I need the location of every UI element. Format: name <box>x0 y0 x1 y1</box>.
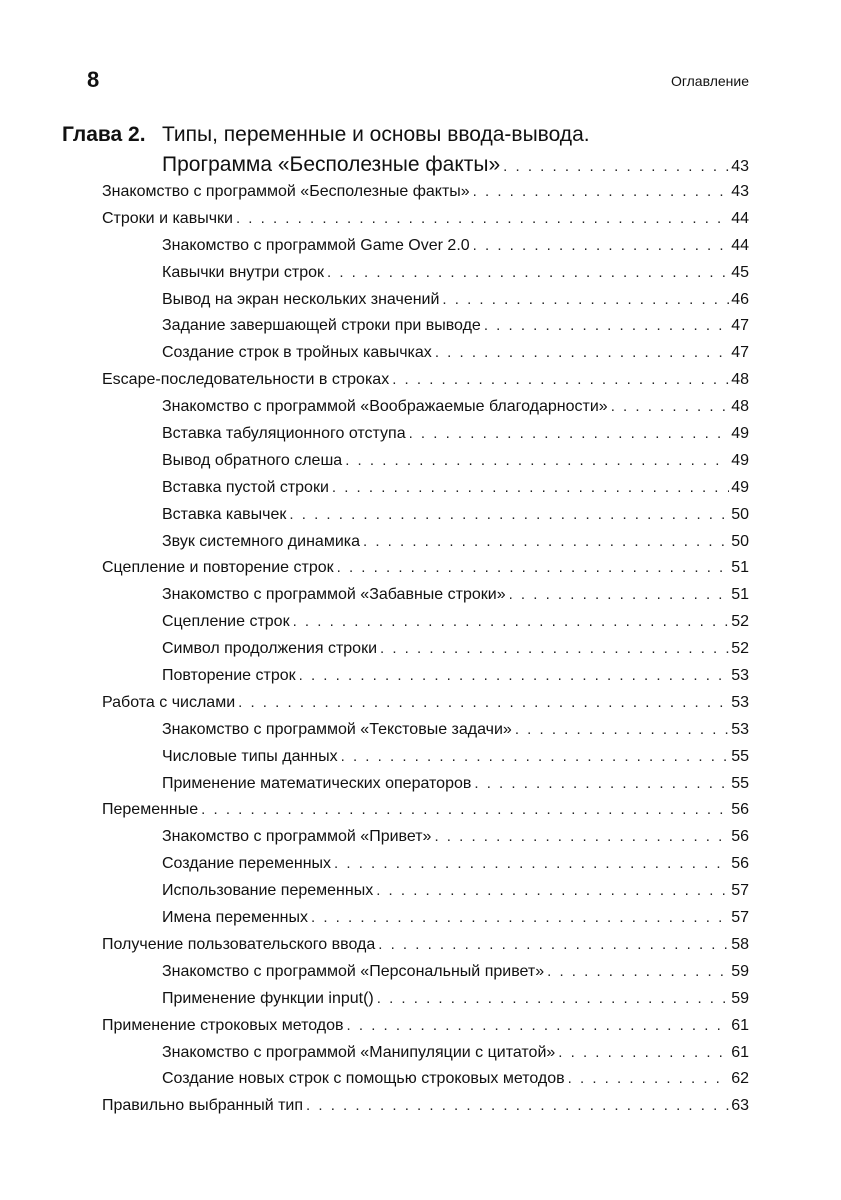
toc-entry-page: 61 <box>731 1016 749 1034</box>
toc-entry[interactable] <box>162 771 749 798</box>
toc-entry-title: Звук системного динамика <box>162 532 360 550</box>
toc-entry[interactable] <box>102 797 749 824</box>
toc-entry[interactable] <box>162 394 749 421</box>
dot-leader <box>377 636 729 663</box>
dot-leader <box>432 340 729 367</box>
toc-entry[interactable] <box>162 1066 749 1093</box>
toc-entry-page: 45 <box>731 263 749 281</box>
toc-entry-page: 55 <box>731 774 749 792</box>
toc-entry-title: Знакомство с программой «Привет» <box>162 828 432 846</box>
toc-entry-title: Знакомство с программой «Текстовые задачи» <box>162 720 512 738</box>
toc-entry-page: 50 <box>731 532 749 550</box>
chapter-title-line1: Типы, переменные и основы ввода-вывода. <box>162 123 590 146</box>
toc-entry-page: 56 <box>731 828 749 846</box>
dot-leader <box>406 421 729 448</box>
toc-entry-page: 62 <box>731 1070 749 1088</box>
toc-entry-title: Числовые типы данных <box>162 747 338 765</box>
toc-entry[interactable] <box>162 609 749 636</box>
dot-leader <box>303 1093 729 1120</box>
dot-leader <box>290 609 729 636</box>
toc-entry-title: Знакомство с программой «Бесполезные факты» <box>102 183 470 200</box>
dot-leader <box>608 394 729 421</box>
toc-entry[interactable] <box>162 340 749 367</box>
toc-entry[interactable] <box>162 744 749 771</box>
chapter-title-line2: Программа «Бесполезные факты» <box>162 153 501 176</box>
toc-entry-page: 53 <box>731 720 749 738</box>
dot-leader <box>324 260 729 287</box>
toc-entry-page: 49 <box>731 451 749 469</box>
toc-entry-page: 63 <box>731 1097 749 1115</box>
chapter-page: 43 <box>731 158 749 175</box>
toc-entry-title: Знакомство с программой «Персональный привет» <box>162 962 545 980</box>
toc-entry-title: Знакомство с программой «Манипуляции с цитатой» <box>162 1043 556 1061</box>
toc-entry[interactable] <box>162 475 749 502</box>
toc-entry-title: Переменные <box>102 801 199 819</box>
toc-entry-page: 49 <box>731 478 749 496</box>
toc-entry-title: Использование переменных <box>162 882 374 900</box>
toc-entry-page: 57 <box>731 909 749 927</box>
dot-leader <box>431 824 729 851</box>
dot-leader <box>481 313 729 340</box>
toc-entry-title: Имена переменных <box>162 909 309 927</box>
dot-leader <box>344 1013 729 1040</box>
toc-entry-page: 47 <box>731 344 749 362</box>
dot-leader <box>198 797 729 824</box>
dot-leader <box>338 744 729 771</box>
dot-leader <box>500 152 729 181</box>
dot-leader <box>389 367 729 394</box>
dot-leader <box>512 717 729 744</box>
dot-leader <box>471 771 729 798</box>
dot-leader <box>233 206 729 233</box>
toc-entry-page: 53 <box>731 667 749 685</box>
toc-entry[interactable] <box>162 313 749 340</box>
toc-entry-page: 57 <box>731 882 749 900</box>
toc-entry[interactable] <box>162 421 749 448</box>
toc-entry[interactable] <box>162 878 749 905</box>
toc-entry-page: 44 <box>731 236 749 254</box>
toc-entry[interactable] <box>102 555 749 582</box>
toc-entry[interactable] <box>162 851 749 878</box>
toc-entry-page: 43 <box>731 183 749 200</box>
toc-list <box>0 179 841 1120</box>
toc-entry-page: 51 <box>731 559 749 577</box>
toc-entry-page: 51 <box>731 586 749 604</box>
toc-entry[interactable] <box>162 448 749 475</box>
toc-entry-page: 50 <box>731 505 749 523</box>
toc-entry[interactable] <box>162 529 749 556</box>
toc-entry[interactable] <box>162 582 749 609</box>
toc-entry-page: 46 <box>731 290 749 308</box>
chapter-heading <box>62 120 749 179</box>
toc-entry-title: Символ продолжения строки <box>162 640 378 658</box>
toc-entry-title: Знакомство с программой Game Over 2.0 <box>162 236 470 254</box>
dot-leader <box>235 690 729 717</box>
toc-entry[interactable] <box>102 367 749 394</box>
toc-entry[interactable] <box>162 233 749 260</box>
toc-entry[interactable] <box>162 260 749 287</box>
toc-entry-page: 47 <box>731 317 749 335</box>
toc-entry[interactable] <box>162 287 749 314</box>
dot-leader <box>296 663 729 690</box>
toc-entry-title: Строки и кавычки <box>102 209 233 227</box>
dot-leader <box>506 582 729 609</box>
toc-entry-title: Знакомство с программой «Воображаемые благодарности» <box>162 398 608 416</box>
toc-entry[interactable] <box>162 824 749 851</box>
toc-entry-page: 49 <box>731 425 749 443</box>
dot-leader <box>375 932 729 959</box>
toc-entry-title: Создание новых строк с помощью строковых методов <box>162 1070 565 1088</box>
toc-entry-title: Создание строк в тройных кавычках <box>162 344 432 362</box>
toc-entry-title: Создание переменных <box>162 855 332 873</box>
toc-entry-title: Вставка табуляционного отступа <box>162 425 406 443</box>
toc-entry-title: Вставка кавычек <box>162 505 287 523</box>
dot-leader <box>555 1040 729 1067</box>
toc-entry-title: Повторение строк <box>162 667 296 685</box>
chapter-label: Глава 2. <box>62 123 146 146</box>
toc-entry[interactable] <box>162 1040 749 1067</box>
toc-entry-page: 52 <box>731 640 749 658</box>
toc-entry-title: Вставка пустой строки <box>162 478 329 496</box>
toc-entry-page: 53 <box>731 693 749 711</box>
toc-entry[interactable] <box>102 690 749 717</box>
toc-entry[interactable] <box>102 1013 749 1040</box>
dot-leader <box>470 179 729 206</box>
toc-entry[interactable] <box>162 986 749 1013</box>
dot-leader <box>439 287 729 314</box>
dot-leader <box>374 986 729 1013</box>
toc-entry-page: 58 <box>731 935 749 953</box>
toc-entry-title: Вывод на экран нескольких значений <box>162 290 440 308</box>
toc-entry-page: 59 <box>731 962 749 980</box>
toc-entry-title: Применение функции input() <box>162 989 374 1007</box>
toc-entry-title: Применение математических операторов <box>162 774 472 792</box>
toc-entry[interactable] <box>102 206 749 233</box>
dot-leader <box>373 878 729 905</box>
toc-entry-page: 59 <box>731 989 749 1007</box>
toc-entry-page: 55 <box>731 747 749 765</box>
dot-leader <box>331 851 729 878</box>
toc-entry-page: 61 <box>731 1043 749 1061</box>
dot-leader <box>544 959 729 986</box>
toc-entry-page: 48 <box>731 398 749 416</box>
toc-entry[interactable] <box>102 179 749 206</box>
dot-leader <box>286 502 729 529</box>
toc-entry[interactable] <box>102 932 749 959</box>
toc-entry-title: Применение строковых методов <box>102 1016 344 1034</box>
toc-entry-page: 48 <box>731 371 749 389</box>
toc-entry-title: Правильно выбранный тип <box>102 1097 304 1115</box>
toc-entry[interactable] <box>162 959 749 986</box>
toc-entry-title: Сцепление и повторение строк <box>102 559 334 577</box>
page-number: 8 <box>87 67 100 92</box>
dot-leader <box>470 233 729 260</box>
toc-entry-page: 52 <box>731 613 749 631</box>
dot-leader <box>565 1066 729 1093</box>
toc-entry[interactable] <box>162 663 749 690</box>
toc-entry-title: Получение пользовательского ввода <box>102 935 376 953</box>
dot-leader <box>342 448 729 475</box>
dot-leader <box>334 555 729 582</box>
toc-entry-title: Сцепление строк <box>162 613 290 631</box>
running-head: Оглавление <box>670 73 749 89</box>
toc-entry-page: 56 <box>731 801 749 819</box>
toc-entry[interactable] <box>162 502 749 529</box>
toc-entry[interactable] <box>102 1093 749 1120</box>
dot-leader <box>360 529 729 556</box>
toc-entry-title: Escape-последовательности в строках <box>102 371 390 389</box>
toc-entry[interactable] <box>162 636 749 663</box>
toc-entry-title: Знакомство с программой «Забавные строки» <box>162 586 506 604</box>
toc-entry-title: Работа с числами <box>102 693 236 711</box>
toc-entry-page: 44 <box>731 209 749 227</box>
toc-entry[interactable] <box>162 905 749 932</box>
dot-leader <box>329 475 729 502</box>
dot-leader <box>308 905 729 932</box>
toc-entry-page: 56 <box>731 855 749 873</box>
toc-entry-title: Кавычки внутри строк <box>162 263 325 281</box>
toc-entry[interactable] <box>162 717 749 744</box>
toc-entry-title: Задание завершающей строки при выводе <box>162 317 481 335</box>
toc-entry-title: Вывод обратного слеша <box>162 451 343 469</box>
